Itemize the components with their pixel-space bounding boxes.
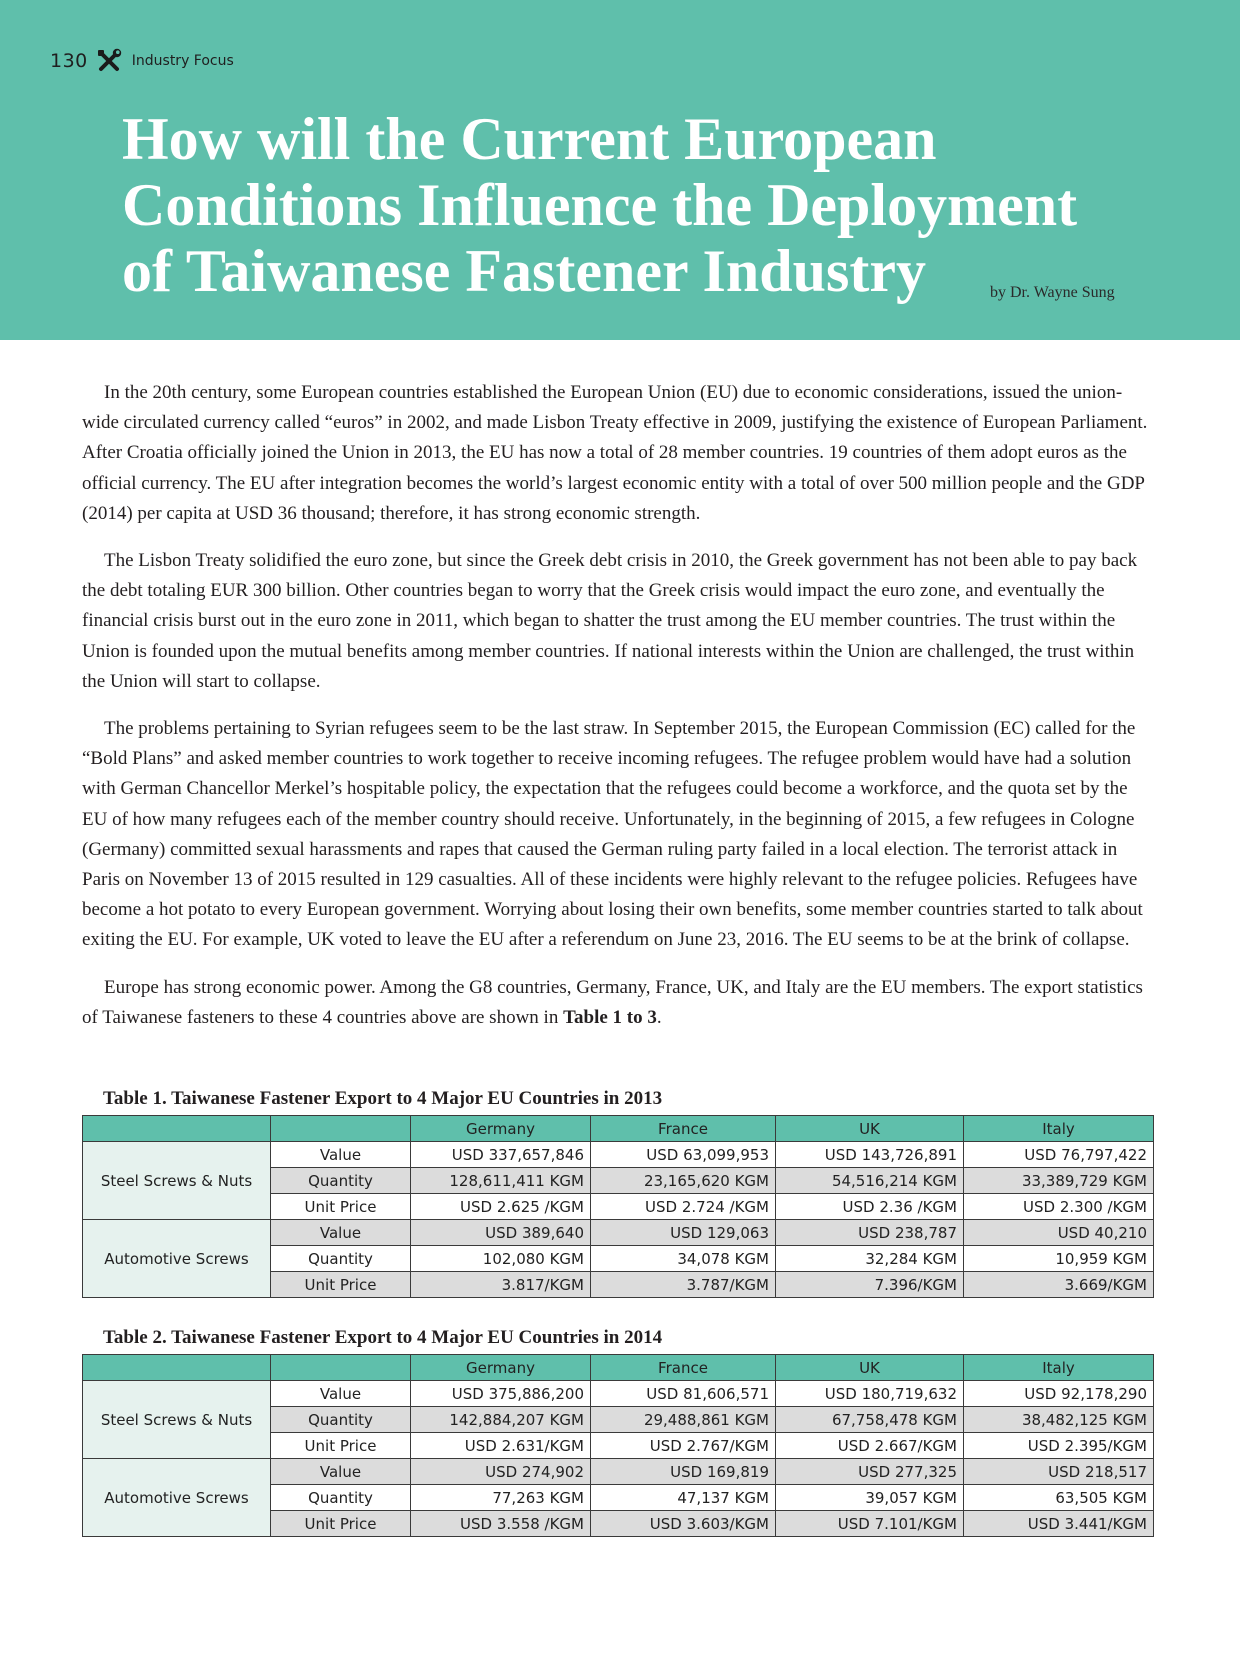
paragraph: In the 20th century, some European countries established the European Union (EU) due to economic considerations, issued the union-wide circulated currency called “euros” in 2002, and made Lisbon Treaty effective in 2009, justifying the existence of European Parliament. After Croatia officially joined the Union in 2013, the EU has now a total of 28 member countries. 19 countries of them adopt euros as the official currency. The EU after integration becomes the world’s largest economic entity with a total of over 500 million people and the GDP (2014) per capita at USD 36 thousand; therefore, it has strong economic strength. (82, 382, 1148, 524)
value-cell: 47,137 KGM (591, 1485, 776, 1511)
metric-cell: Quantity (271, 1246, 411, 1272)
page-folio (50, 47, 234, 75)
header-spacer (271, 1116, 411, 1142)
table-header-row (83, 1355, 1154, 1381)
metric-cell: Quantity (271, 1485, 411, 1511)
value-cell: USD 7.101/KGM (776, 1511, 964, 1537)
value-cell: USD 143,726,891 (776, 1142, 964, 1168)
value-cell: 29,488,861 KGM (591, 1407, 776, 1433)
value-cell: USD 2.625 /KGM (411, 1194, 591, 1220)
value-cell: USD 2.36 /KGM (776, 1194, 964, 1220)
category-cell: Steel Screws & Nuts (83, 1142, 271, 1220)
value-cell: USD 81,606,571 (591, 1381, 776, 1407)
value-cell: 3.787/KGM (591, 1272, 776, 1298)
table-row (83, 1142, 1154, 1168)
wrench-screwdriver-icon (96, 48, 122, 74)
metric-cell: Value (271, 1459, 411, 1485)
title-line: Conditions Influence the Deployment (122, 172, 1078, 238)
value-cell: USD 2.300 /KGM (964, 1194, 1154, 1220)
table-header-row (83, 1116, 1154, 1142)
table-2-title: Table 2. Taiwanese Fastener Export to 4 Major EU Countries in 2014 (103, 1327, 663, 1348)
value-cell: USD 180,719,632 (776, 1381, 964, 1407)
paragraph: The Lisbon Treaty solidified the euro zone, but since the Greek debt crisis in 2010, the Greek government has not been able to pay back the debt totaling EUR 300 billion. Other countries began to worry that the Greek crisis would impact the euro zone, and eventually the financial crisis burst out in the euro zone in 2011, which began to shatter the trust among the EU member countries. The trust within the Union is founded upon the mutual benefits among member countries. If national interests within the Union are challenged, the trust within the Union will start to collapse. (82, 550, 1138, 692)
value-cell: 102,080 KGM (411, 1246, 591, 1272)
value-cell: USD 92,178,290 (964, 1381, 1154, 1407)
value-cell: USD 2.724 /KGM (591, 1194, 776, 1220)
paragraph (82, 973, 1150, 1033)
value-cell: USD 389,640 (411, 1220, 591, 1246)
value-cell: 63,505 KGM (964, 1485, 1154, 1511)
column-header: Germany (411, 1355, 591, 1381)
section-name: Industry Focus (131, 53, 234, 69)
header-spacer (271, 1355, 411, 1381)
metric-cell: Unit Price (271, 1511, 411, 1537)
value-cell: 33,389,729 KGM (964, 1168, 1154, 1194)
value-cell: USD 2.395/KGM (964, 1433, 1154, 1459)
article-title (122, 106, 1122, 304)
column-header: France (591, 1116, 776, 1142)
value-cell: USD 76,797,422 (964, 1142, 1154, 1168)
category-cell: Automotive Screws (83, 1459, 271, 1537)
category-cell: Steel Screws & Nuts (83, 1381, 271, 1459)
table-1 (82, 1115, 1154, 1298)
value-cell: USD 169,819 (591, 1459, 776, 1485)
header-spacer (83, 1116, 271, 1142)
value-cell: 54,516,214 KGM (776, 1168, 964, 1194)
value-cell: USD 337,657,846 (411, 1142, 591, 1168)
value-cell: USD 129,063 (591, 1220, 776, 1246)
value-cell: USD 40,210 (964, 1220, 1154, 1246)
metric-cell: Unit Price (271, 1194, 411, 1220)
metric-cell: Quantity (271, 1168, 411, 1194)
column-header: Germany (411, 1116, 591, 1142)
value-cell: USD 274,902 (411, 1459, 591, 1485)
value-cell: 67,758,478 KGM (776, 1407, 964, 1433)
value-cell: 32,284 KGM (776, 1246, 964, 1272)
byline: by Dr. Wayne Sung (990, 284, 1115, 301)
value-cell: 39,057 KGM (776, 1485, 964, 1511)
column-header: France (591, 1355, 776, 1381)
table-row (83, 1459, 1154, 1485)
value-cell: USD 2.767/KGM (591, 1433, 776, 1459)
value-cell: USD 3.558 /KGM (411, 1511, 591, 1537)
value-cell: USD 2.667/KGM (776, 1433, 964, 1459)
table-2 (82, 1354, 1154, 1537)
table-row (83, 1381, 1154, 1407)
metric-cell: Value (271, 1220, 411, 1246)
value-cell: USD 218,517 (964, 1459, 1154, 1485)
value-cell: USD 277,325 (776, 1459, 964, 1485)
value-cell: 142,884,207 KGM (411, 1407, 591, 1433)
paragraph: The problems pertaining to Syrian refugees seem to be the last straw. In September 2015, the European Commission (EC) called for the “Bold Plans” and asked member countries to work together to receive incoming refugees. The refugee problem would have had a solution with German Chancellor Merkel’s hospitable policy, the expectation that the refugees could become a workforce, and the quota set by the EU of how many refugees each of the member country should receive. Unfortunately, in the beginning of 2015, a few refugees in Cologne (Germany) committed sexual harassments and rapes that caused the German ruling party failed in a local election. The terrorist attack in Paris on November 13 of 2015 resulted in 129 casualties. All of these incidents were highly relevant to the refugee policies. Refugees have become a hot potato to every European government. Worrying about losing their own benefits, some member countries started to talk about exiting the EU. For example, UK voted to leave the EU after a referendum on June 23, 2016. The EU seems to be at the brink of collapse. (82, 718, 1143, 951)
metric-cell: Value (271, 1381, 411, 1407)
value-cell: USD 238,787 (776, 1220, 964, 1246)
value-cell: USD 3.441/KGM (964, 1511, 1154, 1537)
value-cell: USD 63,099,953 (591, 1142, 776, 1168)
value-cell: 7.396/KGM (776, 1272, 964, 1298)
metric-cell: Value (271, 1142, 411, 1168)
value-cell: 77,263 KGM (411, 1485, 591, 1511)
value-cell: 3.669/KGM (964, 1272, 1154, 1298)
value-cell: 23,165,620 KGM (591, 1168, 776, 1194)
column-header: UK (776, 1355, 964, 1381)
category-cell: Automotive Screws (83, 1220, 271, 1298)
paragraph-text: Europe has strong economic power. Among the G8 countries, Germany, France, UK, and Italy are the EU members. The export statistics of Taiwanese fasteners to these 4 countries above are shown in (82, 976, 1143, 1028)
header-spacer (83, 1355, 271, 1381)
value-cell: 34,078 KGM (591, 1246, 776, 1272)
value-cell: 38,482,125 KGM (964, 1407, 1154, 1433)
value-cell: 3.817/KGM (411, 1272, 591, 1298)
table-row (83, 1220, 1154, 1246)
column-header: Italy (964, 1355, 1154, 1381)
column-header: Italy (964, 1116, 1154, 1142)
title-line: of Taiwanese Fastener Industry (122, 238, 926, 304)
value-cell: 128,611,411 KGM (411, 1168, 591, 1194)
value-cell: USD 2.631/KGM (411, 1433, 591, 1459)
metric-cell: Unit Price (271, 1272, 411, 1298)
metric-cell: Unit Price (271, 1433, 411, 1459)
value-cell: 10,959 KGM (964, 1246, 1154, 1272)
table-1-title: Table 1. Taiwanese Fastener Export to 4 Major EU Countries in 2013 (103, 1088, 663, 1109)
paragraph-text: . (656, 1006, 662, 1028)
value-cell: USD 375,886,200 (411, 1381, 591, 1407)
table-reference: Table 1 to 3 (563, 1006, 657, 1028)
value-cell: USD 3.603/KGM (591, 1511, 776, 1537)
page-number: 130 (50, 50, 88, 72)
metric-cell: Quantity (271, 1407, 411, 1433)
article-body (82, 378, 1150, 1050)
title-line: How will the Current European (122, 106, 937, 172)
column-header: UK (776, 1116, 964, 1142)
